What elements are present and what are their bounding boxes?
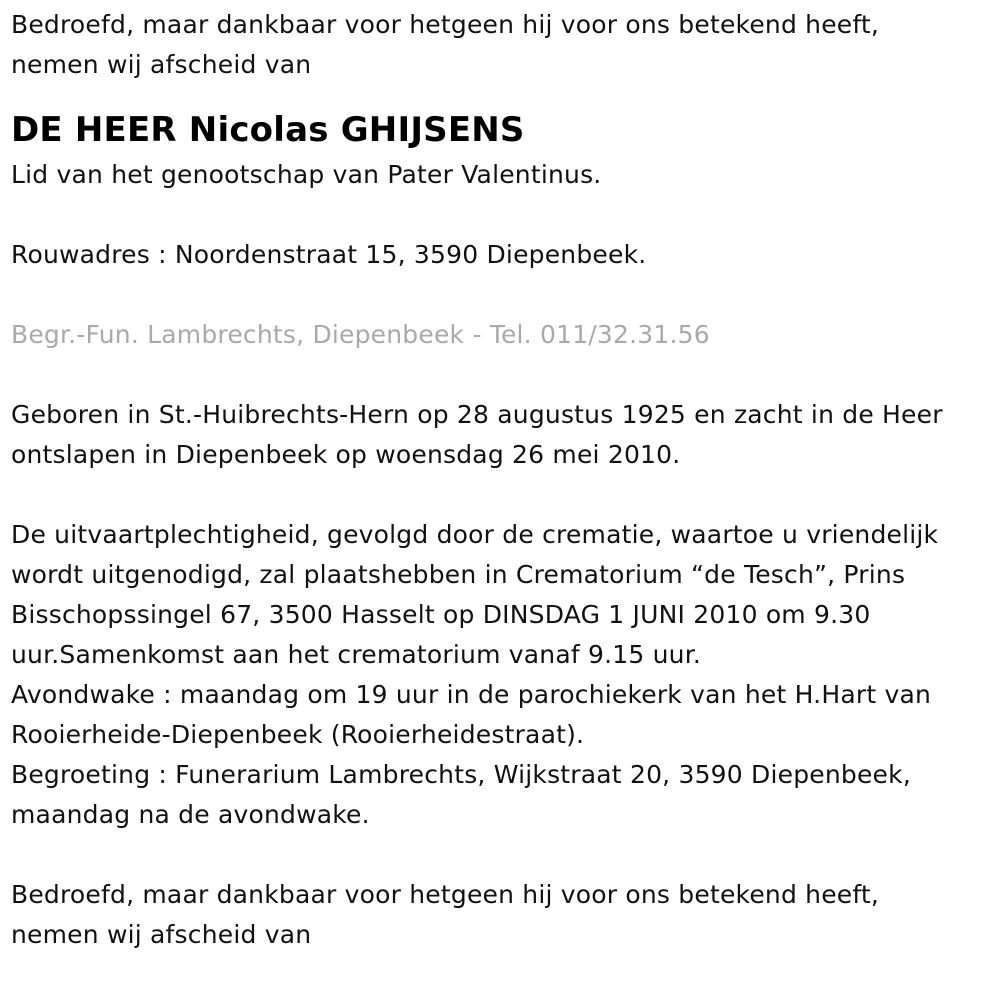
deceased-name: DE HEER Nicolas GHIJSENS <box>11 110 525 150</box>
birth-paragraph <box>11 395 991 475</box>
birth-line: ontslapen in Diepenbeek op woensdag 26 mei 2010. <box>11 440 681 469</box>
obituary-document <box>11 0 991 955</box>
intro-line: nemen wij afscheid van <box>11 50 312 79</box>
begroeting-line: Begroeting : Funerarium Lambrechts, Wijkstraat 20, 3590 Diepenbeek, <box>11 760 911 789</box>
intro-line: Bedroefd, maar dankbaar voor hetgeen hij voor ons betekend heeft, <box>11 10 880 39</box>
birth-line: Geboren in St.-Huibrechts-Hern op 28 augustus 1925 en zacht in de Heer <box>11 400 943 429</box>
ceremony-paragraph <box>11 515 991 835</box>
closing-line: nemen wij afscheid van <box>11 920 312 949</box>
ceremony-line: wordt uitgenodigd, zal plaatshebben in Crematorium “de Tesch”, Prins <box>11 560 906 589</box>
funeral-home-text: Begr.-Fun. Lambrechts, Diepenbeek - Tel. 011/32.31.56 <box>11 320 710 349</box>
rouwadres-text: Rouwadres : Noordenstraat 15, 3590 Diepenbeek. <box>11 240 647 269</box>
spacer <box>11 475 991 515</box>
ceremony-line: Bisschopssingel 67, 3500 Hasselt op DINSDAG 1 JUNI 2010 om 9.30 <box>11 600 871 629</box>
closing-line: Bedroefd, maar dankbaar voor hetgeen hij voor ons betekend heeft, <box>11 880 880 909</box>
spacer <box>11 275 991 315</box>
closing-paragraph <box>11 875 991 955</box>
ceremony-line: uur.Samenkomst aan het crematorium vanaf 9.15 uur. <box>11 640 702 669</box>
begroeting-line: maandag na de avondwake. <box>11 800 370 829</box>
ceremony-line: De uitvaartplechtigheid, gevolgd door de crematie, waartoe u vriendelijk <box>11 520 939 549</box>
spacer <box>11 195 991 235</box>
avondwake-line: Rooierheide-Diepenbeek (Rooierheidestraat). <box>11 720 585 749</box>
membership-text: Lid van het genootschap van Pater Valentinus. <box>11 160 602 189</box>
spacer <box>11 355 991 395</box>
avondwake-line: Avondwake : maandag om 19 uur in de parochiekerk van het H.Hart van <box>11 680 932 709</box>
spacer <box>11 835 991 875</box>
intro-paragraph <box>11 0 991 85</box>
